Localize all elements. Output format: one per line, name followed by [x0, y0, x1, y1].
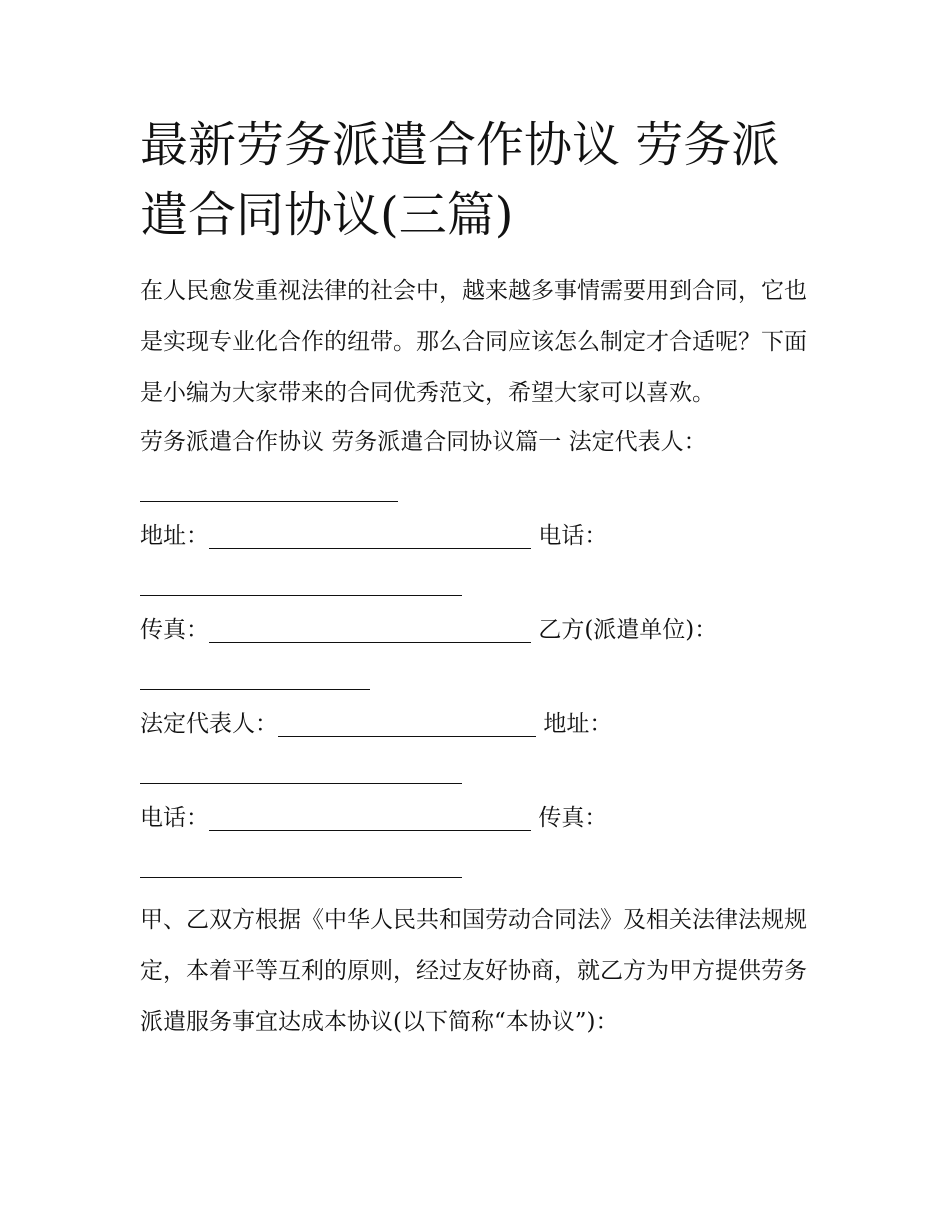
section-heading-text: 劳务派遣合作协议 劳务派遣合同协议篇一 法定代表人： [140, 429, 707, 455]
address-label-2: 地址： [543, 711, 613, 737]
fax-line [140, 607, 820, 654]
phone-label-2: 电话： [140, 805, 209, 831]
phone-blank-line [140, 560, 820, 607]
legal-rep-b-blank [278, 710, 536, 737]
fax-b-blank [140, 851, 462, 878]
legal-rep-blank-line [140, 466, 820, 513]
party-b-blank-line [140, 654, 820, 701]
section-heading [140, 419, 820, 466]
legal-rep-blank [140, 475, 398, 502]
fax-label-2: 传真： [538, 805, 608, 831]
document-title: 最新劳务派遣合作协议 劳务派遣合同协议(三篇) [140, 117, 780, 243]
address-b-blank [140, 757, 462, 784]
fax-label: 传真： [140, 617, 209, 643]
legal-rep-label: 法定代表人： [140, 711, 278, 737]
address-line [140, 513, 820, 560]
fax-b-blank-line [140, 842, 820, 889]
phone-label: 电话： [538, 523, 608, 549]
address-label: 地址： [140, 523, 209, 549]
phone-b-blank [209, 804, 531, 831]
party-b-label: 乙方(派遣单位)： [538, 617, 718, 643]
phone-blank [140, 569, 462, 596]
intro-paragraph: 在人民愈发重视法律的社会中，越来越多事情需要用到合同，它也是实现专业化合作的纽带。那么合同应该怎么制定才合适呢？下面是小编为大家带来的合同优秀范文，希望大家可以喜欢。 [140, 278, 807, 406]
legal-rep-line [140, 701, 820, 748]
closing-paragraph: 甲、乙双方根据《中华人民共和国劳动合同法》及相关法律法规规定，本着平等互利的原则，经过友好协商，就乙方为甲方提供劳务派遣服务事宜达成本协议(以下简称“本协议”)： [140, 907, 807, 1035]
document-page [140, 110, 820, 1048]
phone-line-2 [140, 795, 820, 842]
party-b-blank [140, 663, 370, 690]
fax-blank [209, 616, 531, 643]
address-b-blank-line [140, 748, 820, 795]
address-blank [209, 522, 531, 549]
